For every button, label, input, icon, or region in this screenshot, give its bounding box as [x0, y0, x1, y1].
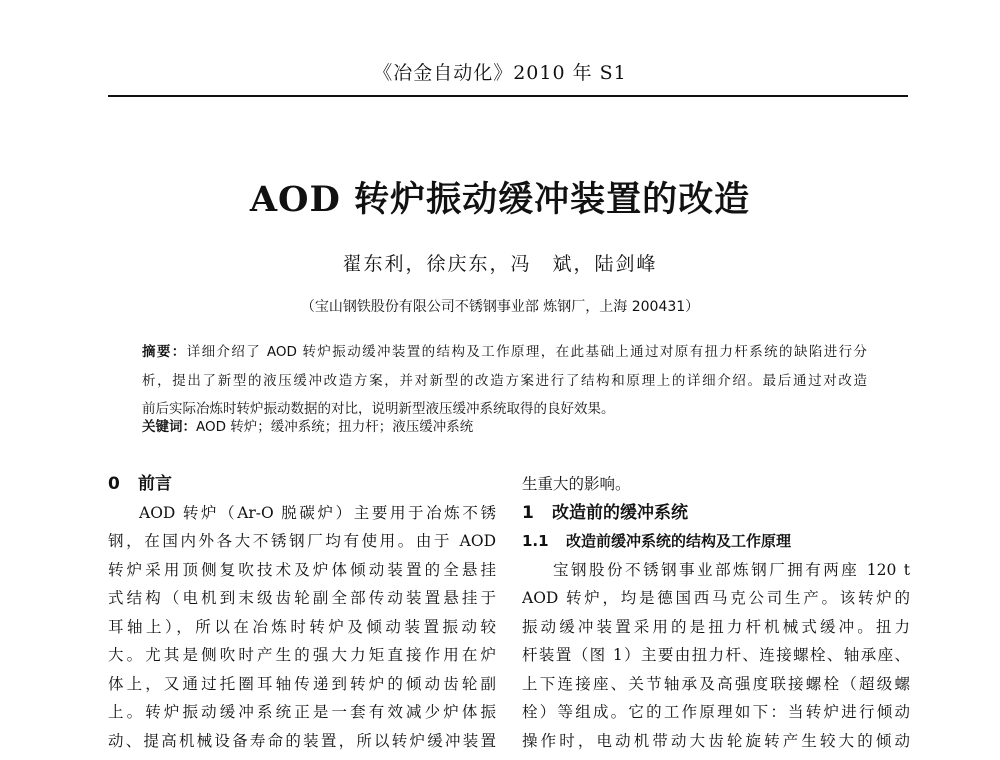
author-list: 翟东利，徐庆东，冯 斌，陆剑峰 [342, 253, 658, 275]
keywords-text: AOD 转炉；缓冲系统；扭力杆；液压缓冲系统 [196, 419, 474, 435]
running-header: 《冶金自动化》2010 年 S1 [373, 62, 627, 84]
section-title: 改造前的缓冲系统 [552, 502, 688, 523]
body-line: AOD 转炉，均是德国西马克公司生产。该转炉的 [522, 589, 910, 607]
body-line: 振动缓冲装置采用的是扭力杆机械式缓冲。扭力 [522, 617, 910, 636]
body-line: 操作时，电动机带动大齿轮旋转产生较大的倾动 [522, 731, 910, 750]
body-line: 动、提高机械设备寿命的装置，所以转炉缓冲装置 [108, 731, 496, 750]
body-line: 式结构（电机到末级齿轮副全部传动装置悬挂于 [108, 589, 496, 607]
body-line: 大。尤其是侧吹时产生的强大力矩直接作用在炉 [108, 646, 496, 664]
section-title: 前言 [138, 474, 172, 494]
abstract [142, 340, 867, 426]
body-line: 栓）等组成。它的工作原理如下：当转炉进行倾动 [522, 703, 910, 721]
body-line: 宝钢股份不锈钢事业部炼钢厂拥有两座 120 t [553, 560, 910, 579]
header-rule [108, 95, 908, 97]
body-line: AOD 转炉（Ar-O 脱碳炉）主要用于冶炼不锈 [139, 503, 496, 522]
section-heading [108, 470, 496, 499]
continuation-line: 生重大的影响。 [522, 475, 631, 493]
body-line: 杆装置（图 1）主要由扭力杆、连接螺栓、轴承座、 [522, 646, 910, 664]
keywords-label: 关键词： [142, 419, 196, 435]
body-line: 耳轴上），所以在冶炼时转炉及倾动装置振动较 [108, 617, 496, 636]
subsection-title: 改造前缓冲系统的结构及工作原理 [566, 532, 792, 550]
right-column [522, 470, 910, 755]
section-number: 0 [108, 474, 120, 494]
body-line: 转炉采用顶侧复吹技术及炉体倾动装置的全悬挂 [108, 560, 496, 579]
paper-title: AOD 转炉振动缓冲装置的改造 [249, 179, 751, 220]
section-heading [522, 499, 910, 528]
abstract-label: 摘要： [142, 344, 187, 360]
abstract-line: 析，提出了新型的液压缓冲改造方案，并对新型的改造方案进行了结构和原理上的详细介绍。最后通过对改造 [142, 372, 867, 389]
abstract-line: 摘要：详细介绍了 AOD 转炉振动缓冲装置的结构及工作原理，在此基础上通过对原有扭力杆系统的缺陷进行分 [142, 344, 867, 360]
body-line: 上下连接座、关节轴承及高强度联接螺栓（超级螺 [522, 674, 910, 693]
keywords [142, 415, 867, 440]
subsection-number: 1.1 [522, 532, 549, 550]
left-column [108, 470, 496, 755]
affiliation: （宝山钢铁股份有限公司不锈钢事业部 炼钢厂，上海 200431） [300, 299, 700, 315]
body-line: 体上，又通过托圈耳轴传递到转炉的倾动齿轮副 [108, 674, 496, 693]
section-number: 1 [522, 502, 534, 523]
body-line: 钢，在国内外各大不锈钢厂均有使用。由于 AOD [108, 532, 496, 550]
subsection-heading [522, 527, 910, 556]
abstract-line: 前后实际冶炼时转炉振动数据的对比，说明新型液压缓冲系统取得的良好效果。 [142, 401, 615, 417]
body-line: 上。转炉振动缓冲系统正是一套有效减少炉体振 [108, 703, 496, 721]
